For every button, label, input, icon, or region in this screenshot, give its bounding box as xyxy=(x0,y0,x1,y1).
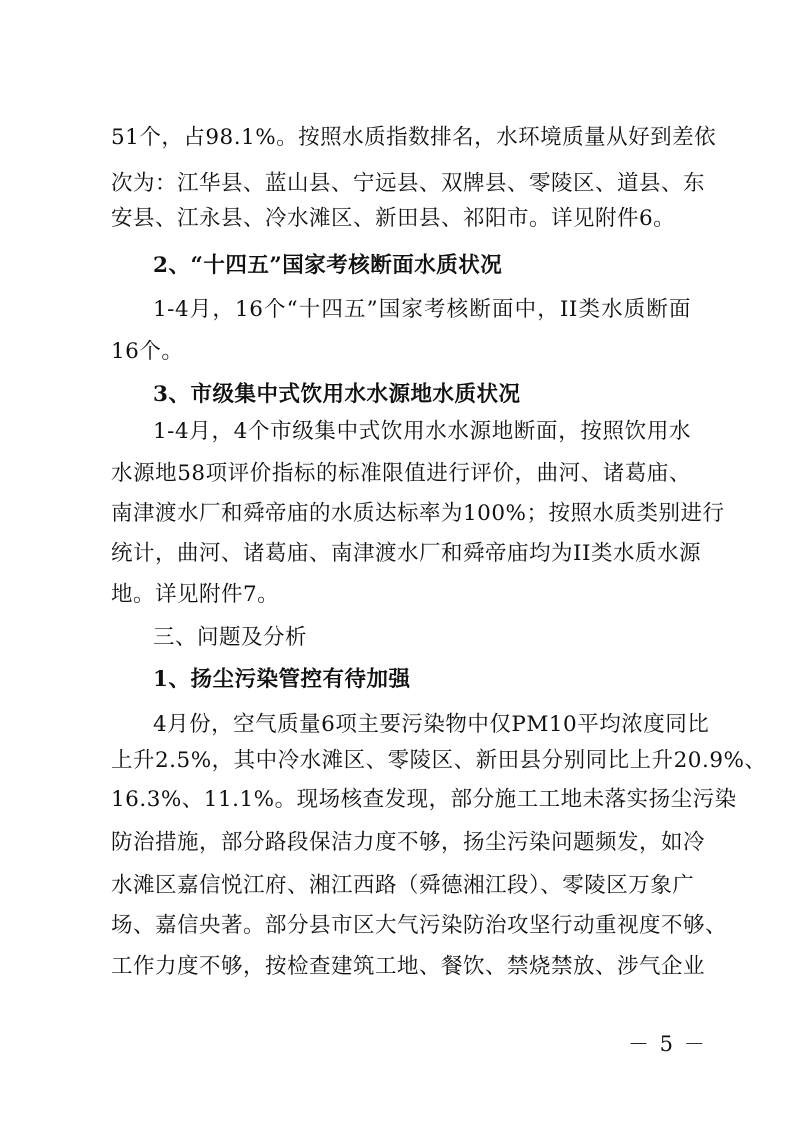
page-number: － 5 － xyxy=(628,1032,707,1056)
paragraph-line: 场、嘉信央著。部分县市区大气污染防治攻坚行动重视度不够、 xyxy=(111,913,728,938)
paragraph-line: 1-4月，4个市级集中式饮用水水源地断面，按照饮用水 xyxy=(153,419,691,444)
paragraph-line: 水源地58项评价指标的标准限值进行评价，曲河、诸葛庙、 xyxy=(111,461,691,486)
chapter-heading: 三、问题及分析 xyxy=(153,625,308,650)
section-heading: 2、“十四五”国家考核断面水质状况 xyxy=(153,253,503,278)
paragraph-line: 地。详见附件7。 xyxy=(111,582,280,607)
paragraph-line: 工作力度不够，按检查建筑工地、餐饮、禁烧禁放、涉气企业 xyxy=(111,954,706,979)
paragraph-line: 16个。 xyxy=(111,339,184,364)
paragraph-line: 次为：江华县、蓝山县、宁远县、双牌县、零陵区、道县、东 xyxy=(111,171,706,196)
paragraph-line: 防治措施，部分路段保洁力度不够，扬尘污染问题频发，如冷 xyxy=(111,830,706,855)
paragraph-line: 水滩区嘉信悦江府、湘江西路（舜德湘江段）、零陵区万象广 xyxy=(111,873,695,898)
section-heading: 3、市级集中式饮用水水源地水质状况 xyxy=(153,382,521,407)
paragraph-line: 安县、江永县、冷水滩区、新田县、祁阳市。详见附件6。 xyxy=(111,206,676,231)
section-heading: 1、扬尘污染管控有待加强 xyxy=(153,667,411,692)
paragraph-line: 上升2.5%，其中冷水滩区、零陵区、新田县分别同比上升20.9%、 xyxy=(111,748,767,773)
paragraph-line: 南津渡水厂和舜帝庙的水质达标率为100%；按照水质类别进行 xyxy=(111,501,725,526)
paragraph-line: 1-4月，16个“十四五”国家考核断面中，II类水质断面 xyxy=(153,297,691,322)
paragraph-line: 51个，占98.1%。按照水质指数排名，水环境质量从好到差依 xyxy=(111,125,717,150)
paragraph-line: 16.3%、11.1%。现场核查发现，部分施工工地未落实扬尘污染 xyxy=(111,787,737,812)
paragraph-line: 统计，曲河、诸葛庙、南津渡水厂和舜帝庙均为II类水质水源 xyxy=(111,541,701,566)
paragraph-line: 4月份，空气质量6项主要污染物中仅PM10平均浓度同比 xyxy=(153,712,710,737)
